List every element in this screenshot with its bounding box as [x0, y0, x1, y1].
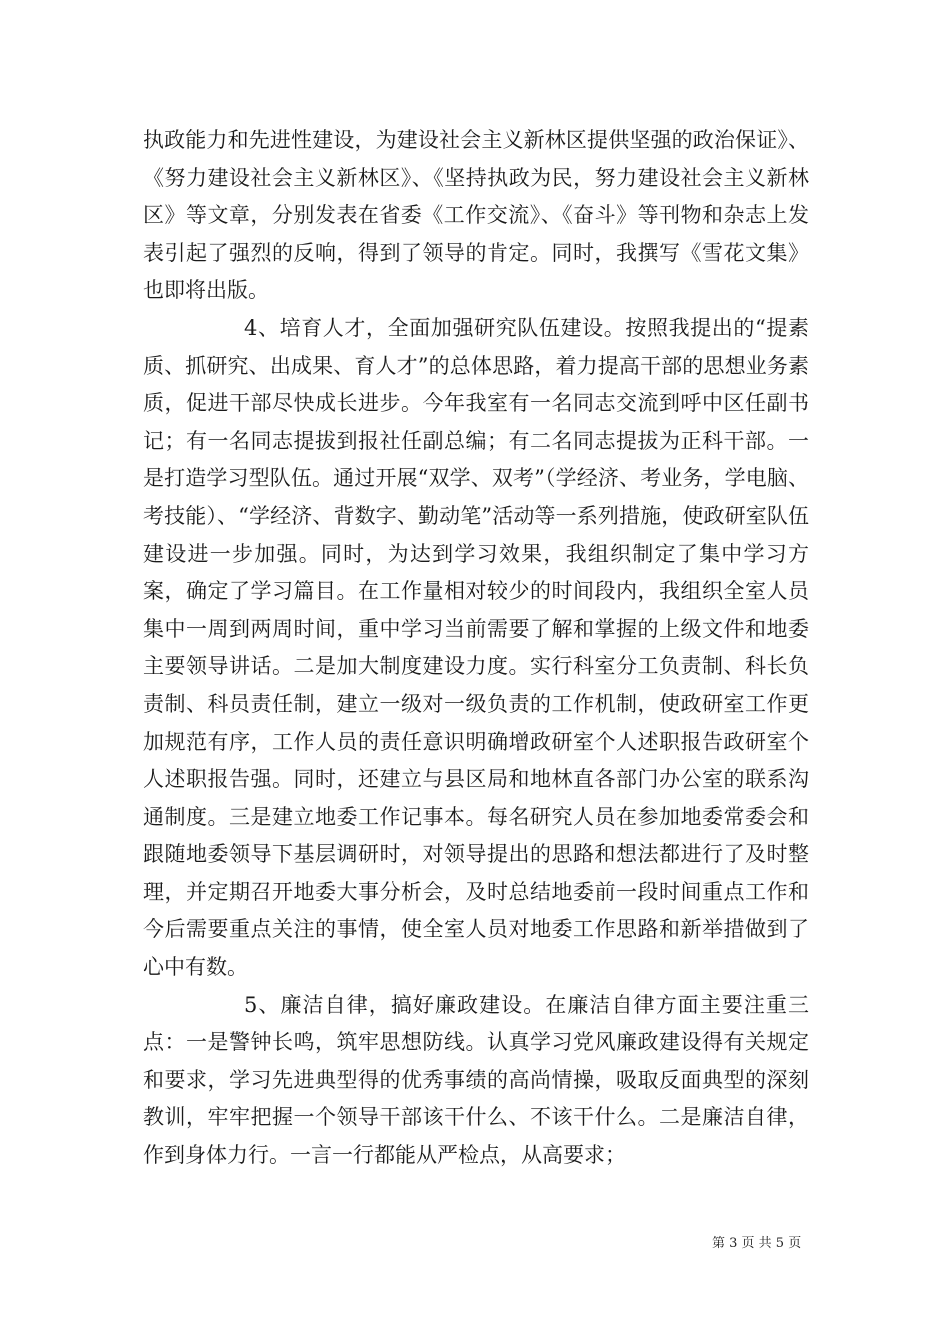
paragraph-item-5: 5、廉洁自律，搞好廉政建设。在廉洁自律方面主要注重三点：一是警钟长鸣，筑牢思想防线。认真学习党风廉政建设得有关规定和要求，学习先进典型得的优秀事绩的高尚情操，吸取反面典型的深刻教训，牢牢把握一个领导干部该干什么、不该干什么。二是廉洁自律，作到身体力行。一言一行都能从严检点，从高要求； — [143, 992, 809, 1168]
paragraph-continuation: 执政能力和先进性建设，为建设社会主义新林区提供坚强的政治保证》、《努力建设社会主义新林区》、《坚持执政为民，努力建设社会主义新林区》等文章，分别发表在省委《工作交流》、《奋斗》等刊物和杂志上发表引起了强烈的反响，得到了领导的肯定。同时，我撰写《雪花文集》也即将出版。 — [143, 128, 809, 303]
page-number-footer: 第 3 页 共 5 页 — [712, 1236, 802, 1251]
document-body — [143, 122, 809, 1175]
paragraph-item-4: 4、培育人才，全面加强研究队伍建设。按照我提出的“提素质、抓研究、出成果、育人才”的总体思路，着力提高干部的思想业务素质，促进干部尽快成长进步。今年我室有一名同志交流到呼中区任副书记；有一名同志提拔到报社任副总编；有二名同志提拔为正科干部。一是打造学习型队伍。通过开展“双学、双考”（学经济、考业务，学电脑、考技能）、“学经济、背数字、勤动笔”活动等一系列措施，使政研室队伍建设进一步加强。同时，为达到学习效果，我组织制定了集中学习方案，确定了学习篇目。在工作量相对较少的时间段内，我组织全室人员集中一周到两周时间，重中学习当前需要了解和掌握的上级文件和地委主要领导讲话。二是加大制度建设力度。实行科室分工负责制、科长负责制、科员责任制，建立一级对一级负责的工作机制，使政研室工作更加规范有序，工作人员的责任意识明确增政研室个人述职报告政研室个人述职报告强。同时，还建立与县区局和地林直各部门办公室的联系沟通制度。三是建立地委工作记事本。每名研究人员在参加地委常委会和跟随地委领导下基层调研时，对领导提出的思路和想法都进行了及时整理，并定期召开地委大事分析会，及时总结地委前一段时间重点工作和今后需要重点关注的事情，使全室人员对地委工作思路和新举措做到了心中有数。 — [143, 315, 809, 980]
